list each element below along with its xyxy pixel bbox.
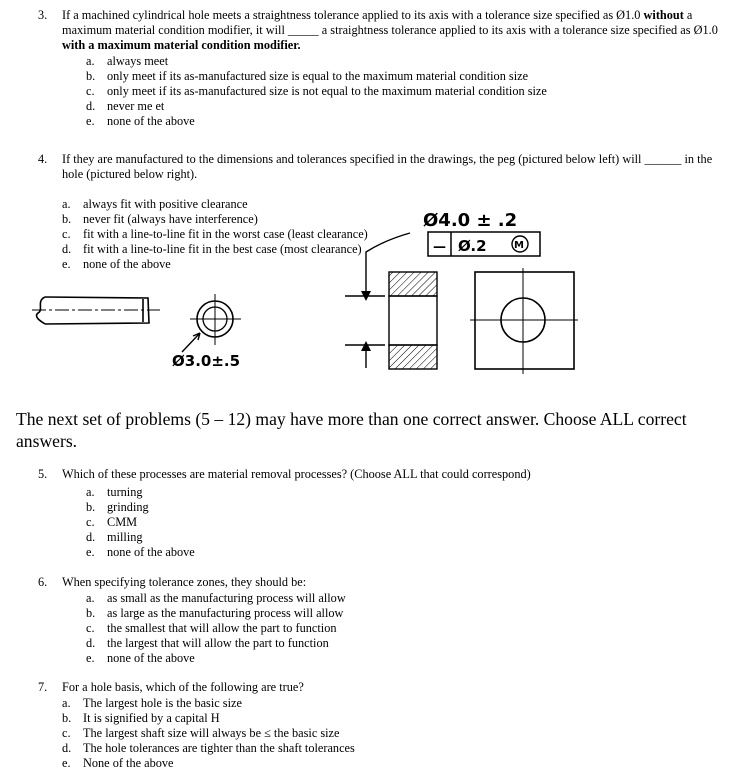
options-list [86,54,728,129]
question-stem: Which of these processes are material removal processes? (Choose ALL that could correspond) [62,467,531,481]
options-list [62,197,720,272]
option-a[interactable]: a. turning [86,485,143,499]
option-c[interactable]: c. CMM [86,515,138,529]
peg-end-view [182,294,241,352]
option-c[interactable]: c. The largest shaft size will always be ≤ the basic size [62,726,340,740]
question-5 [38,467,720,560]
question-6 [38,575,720,666]
question-4 [38,152,720,272]
question-number: 3. [38,8,48,22]
fcf-tolerance: Ø.2 [458,237,487,255]
hole-dimension-label: Ø4.0 ± .2 [423,210,518,231]
fcf-modifier: M [514,240,524,251]
question-3 [38,8,728,129]
question-stem: If they are manufactured to the dimensions and tolerances specified in the drawings, the peg (pictured below left) will ______ in the hole (pictured below right). [62,152,713,181]
option-c[interactable]: c. only meet if its as-manufactured size is not equal to the maximum material condition size [86,84,547,98]
question-number: 4. [38,152,48,166]
option-a[interactable]: a. always meet [86,54,169,68]
option-d[interactable]: d. milling [86,530,143,544]
peg-dimension-label: Ø3.0±.5 [172,352,241,370]
options-list [62,696,720,771]
question-number: 5. [38,467,48,481]
hole-front-view [470,268,578,374]
section-instructions: The next set of problems (5 – 12) may have more than one correct answer. Choose ALL correct answers. [16,409,687,451]
peg-side-view [32,297,160,324]
option-e[interactable]: e. none of the above [86,651,195,665]
hole-section-view [345,272,437,369]
option-b[interactable]: b. never fit (always have interference) [62,212,258,226]
option-e[interactable]: e. none of the above [86,545,195,559]
option-b[interactable]: b. grinding [86,500,149,514]
question-stem: For a hole basis, which of the following are true? [62,680,304,694]
option-d[interactable]: d. the largest that will allow the part to function [86,636,329,650]
option-e[interactable]: e. None of the above [62,756,174,770]
option-a[interactable]: a. always fit with positive clearance [62,197,248,211]
option-d[interactable]: d. never me et [86,99,165,113]
question-stem: When specifying tolerance zones, they should be: [62,575,307,589]
question-number: 6. [38,575,48,589]
option-c[interactable]: c. fit with a line-to-line fit in the worst case (least clearance) [62,227,368,241]
option-b[interactable]: b. It is signified by a capital H [62,711,220,725]
option-d[interactable]: d. The hole tolerances are tighter than the shaft tolerances [62,741,355,755]
option-e[interactable]: e. none of the above [86,114,195,128]
option-b[interactable]: b. as large as the manufacturing process will allow [86,606,344,620]
option-b[interactable]: b. only meet if its as-manufactured size is equal to the maximum material condition size [86,69,529,83]
question-stem: If a machined cylindrical hole meets a straightness tolerance applied to its axis with a tolerance size specified as Ø1.0 without a maximum material condition modifier, it will _____ a straightness tolerance applied to its axis with a tolerance size specified as Ø1.0 with a maximum material condition modifier. [62,8,718,52]
option-a[interactable]: a. The largest hole is the basic size [62,696,242,710]
question-number: 7. [38,680,48,694]
question-7 [38,680,720,771]
options-list [86,485,720,560]
option-d[interactable]: d. fit with a line-to-line fit in the best case (most clearance) [62,242,362,256]
option-a[interactable]: a. as small as the manufacturing process will allow [86,591,346,605]
option-e[interactable]: e. none of the above [62,257,171,271]
options-list [86,591,720,666]
option-c[interactable]: c. the smallest that will allow the part to function [86,621,337,635]
fcf-symbol: — [433,240,446,255]
